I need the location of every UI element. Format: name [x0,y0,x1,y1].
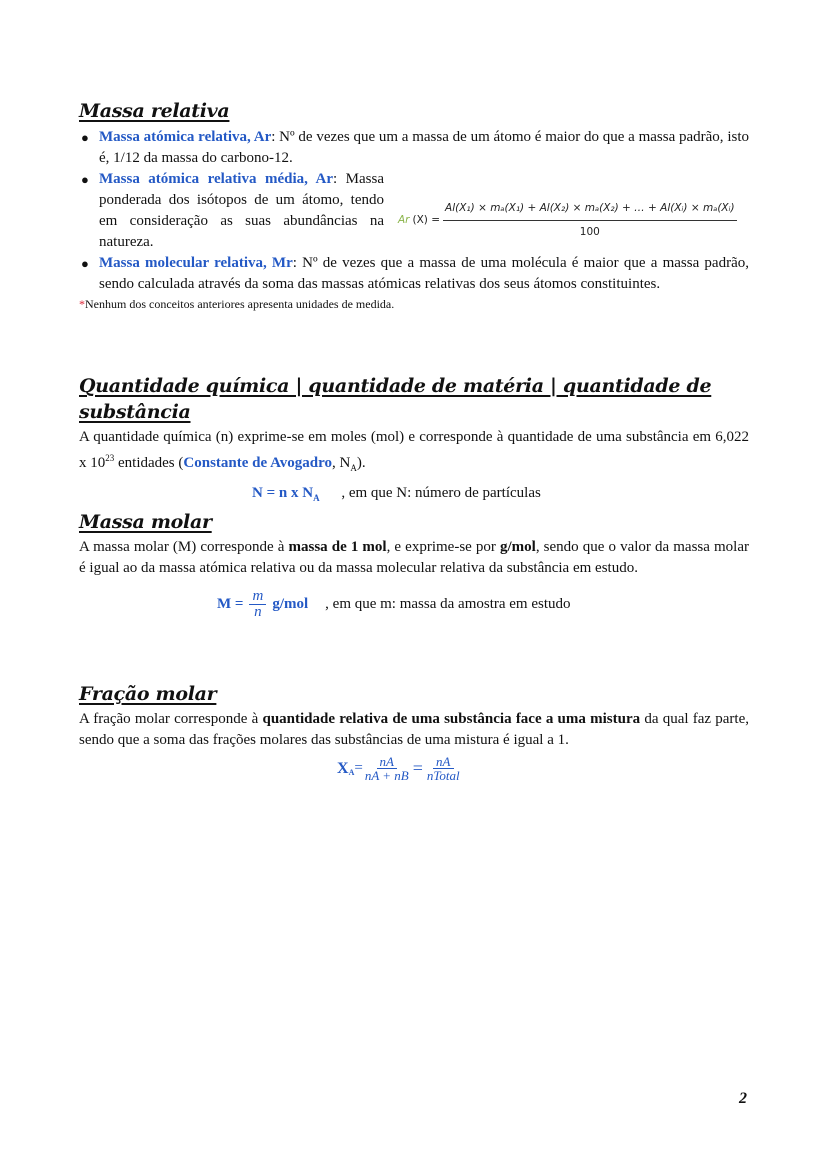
footnote: *Nenhum dos conceitos anteriores apresenta unidades de medida. [79,297,395,311]
definition: : Massa ponderada dos isótopos de um átomo, tendo em consideração as suas abundâncias na natureza. [99,171,384,250]
molar-mass-formula: M = $\frac{m}{n}$ g/mol , em que m: massa da amostra em estudo [217,588,571,620]
bullet-icon: ● [81,130,89,145]
heading-massa-molar: Massa molar [79,511,212,533]
heading-quantidade-quimica: Quantidade química | quantidade de matéria | quantidade de substância [79,375,712,423]
paragraph: A massa molar (M) corresponde à massa de 1 mol, e exprime-se por g/mol, sendo que o valor da massa molar é igual ao da massa atómica relativa ou da massa molecular relativa da substância em estudo. [79,539,749,576]
paragraph: A fração molar corresponde à quantidade relativa de uma substância face a uma mistura da qual faz parte, sendo que a soma das frações molares das substâncias de uma mistura é igual a 1. [79,711,749,748]
term: Massa atómica relativa, Ar [99,129,272,145]
definition: : Nº de vezes que a massa de uma molécula é maior que a massa padrão, sendo calculada através da soma das massas atómicas relativas dos seus átomos constituintes. [99,255,749,292]
mole-fraction-formula: X $_A$ = $\frac{nA}{nA + nB}$ = nA nTotal [337,754,460,783]
section-fracao-molar [79,681,749,782]
heading-massa-relativa: Massa relativa [79,100,230,122]
list-item [79,127,749,169]
definition: : Nº de vezes que um a massa de um átomo é maior do que a massa padrão, isto é, 1/12 da massa do carbono-12. [99,129,750,166]
bullet-icon: ● [81,256,89,271]
term: Massa molecular relativa, Mr [99,255,293,271]
bullet-icon: ● [81,172,89,187]
avogadro-formula: N = n x $N_A$ , em que N: número de partículas [252,485,541,503]
paragraph: A quantidade química (n) exprime-se em moles (mol) e corresponde à quantidade de uma substância em 6,022 x $10^{23}$ entidades (Constante de Avogadro, $N_A$). [79,429,749,473]
section-massa-molar [79,509,749,620]
list-item [79,253,749,295]
page-number: 2 [739,1090,747,1107]
section-massa-relativa [79,98,749,312]
heading-fracao-molar: Fração molar [79,683,217,705]
list-item [79,169,749,253]
average-atomic-mass-formula: Ar (X) = $\frac{\text{Al(X₁) × mₐ(X₁) + Al(X₂) × mₐ(X₂) + … + Al(Xᵢ) × mₐ(Xᵢ)}}{100}$ [398,187,740,253]
section-quantidade-quimica [79,373,749,510]
term: Massa atómica relativa média, Ar [99,171,334,187]
